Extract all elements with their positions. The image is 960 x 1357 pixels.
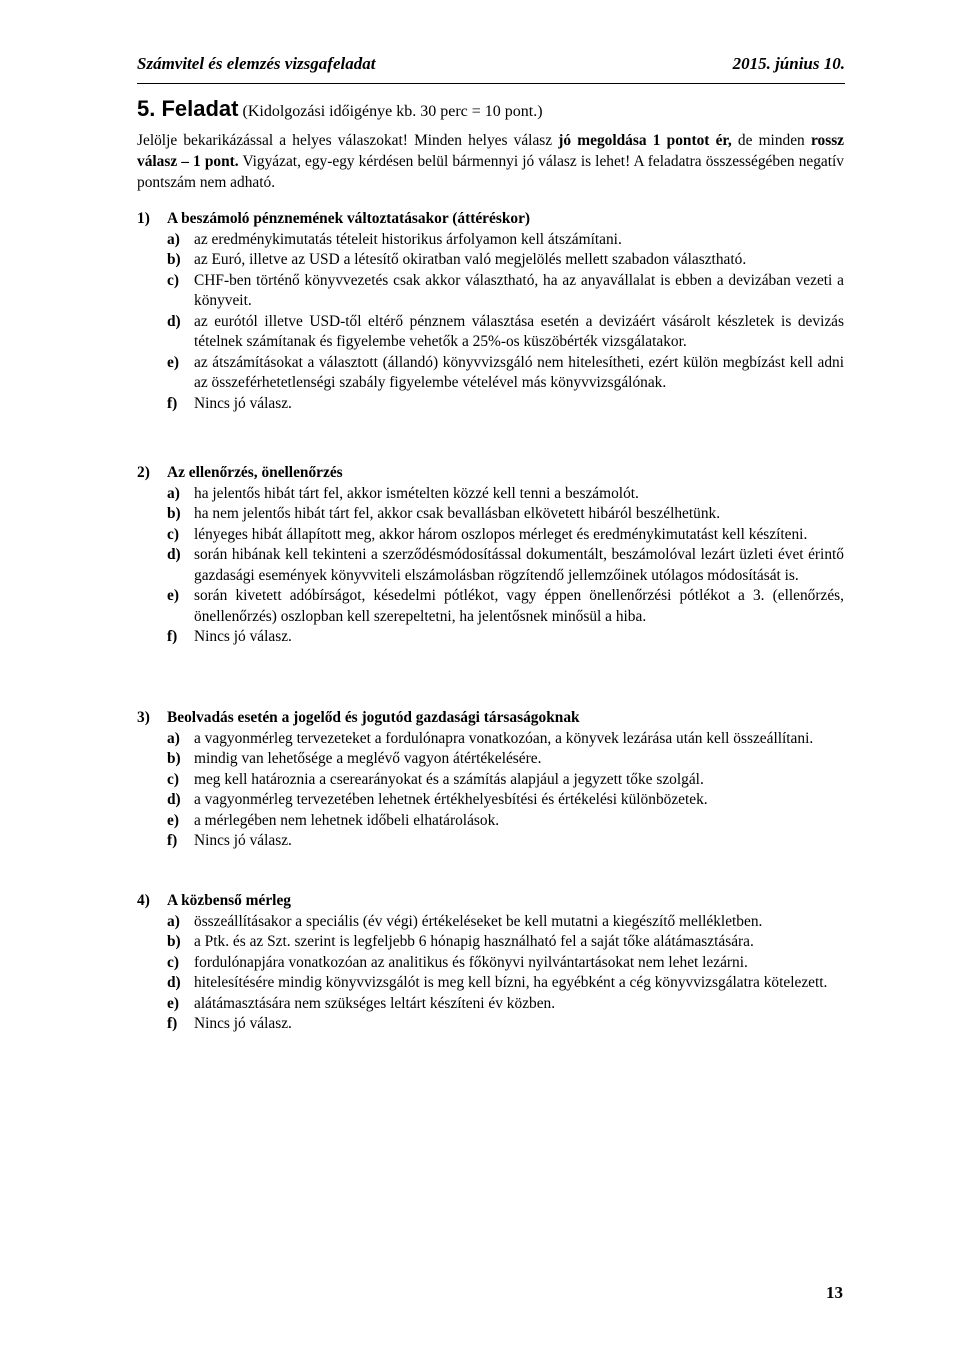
instructions-bold-1: jó megoldása 1 pontot ér,: [558, 132, 732, 149]
answer-option[interactable]: f) Nincs jó válasz.: [167, 1015, 292, 1032]
instructions: [137, 130, 844, 193]
answer-option[interactable]: a) ha jelentős hibát tárt fel, akkor ismételten közzé kell tenni a beszámolót.: [167, 484, 639, 502]
answer-option[interactable]: c) lényeges hibát állapított meg, akkor három oszlopos mérleget és eredménykimutatást kell készíteni.: [167, 525, 808, 543]
question-3: [137, 708, 844, 852]
question-1: [137, 209, 844, 414]
answer-option[interactable]: d) az eurótól illetve USD-től eltérő pénznem választása esetén a devizáért vásárolt készletek is devizás tételnek számítanak és figyelembe vehetők a 25%-os küszöbérték vizsgálatakor.: [167, 312, 844, 350]
question-title: 1) A beszámoló pénznemének változtatásakor (áttéréskor): [137, 210, 531, 227]
question-title: 3) Beolvadás esetén a jogelőd és jogutód gazdasági társaságoknak: [137, 709, 580, 726]
header-date: 2015. június 10.: [732, 54, 845, 73]
answer-option[interactable]: c) meg kell határoznia a cserearányokat és a számítás alapjául a jegyzett tőke szolgál.: [167, 770, 704, 788]
question-title: 2) Az ellenőrzés, önellenőrzés: [137, 464, 343, 481]
answer-option[interactable]: f) Nincs jó válasz.: [167, 394, 292, 412]
answer-option[interactable]: a) az eredménykimutatás tételeit historikus árfolyamon kell átszámítani.: [167, 230, 622, 248]
answer-option[interactable]: a) a vagyonmérleg tervezeteket a fordulónapra vonatkozóan, a könyvek lezárása után kell összeállítani.: [167, 729, 814, 747]
header-divider: [137, 83, 845, 84]
page-header: [137, 54, 845, 82]
page-number: 13: [826, 1283, 843, 1302]
answer-option[interactable]: d) során hibának kell tekinteni a szerződésmódosítással dokumentált, beszámolóval lezárt üzleti évet érintő gazdasági események könyvviteli elszámolásban rögzítendő jellemzőinek utólagos módosítását is.: [167, 546, 844, 584]
instructions-text-3: Vigyázat, egy-egy kérdésen belül bármennyi jó válasz is lehet! A feladatra összességében negatív pontszám nem adható.: [137, 153, 845, 191]
task-title-note: (Kidolgozási időigénye kb. 30 perc = 10 pont.): [238, 103, 543, 120]
instructions-text-2: de minden: [731, 132, 811, 149]
answer-option[interactable]: d) a vagyonmérleg tervezetében lehetnek értékhelyesbítési és értékelési különbözetek.: [167, 791, 708, 808]
answer-option[interactable]: e) során kivetett adóbírságot, késedelmi pótlékot, vagy éppen önellenőrzési pótlékot a 3. (ellenőrzés, önellenőrzés) oszlopban kell szerepeltetni, ha jelentősnek minősül a hiba.: [167, 587, 844, 625]
instructions-bold-2: rossz válasz – 1 pont.: [137, 132, 845, 170]
task-title: [137, 96, 543, 122]
answer-option[interactable]: b) mindig van lehetősége a meglévő vagyon átértékelésére.: [167, 750, 542, 767]
question-title: 4) A közbenső mérleg: [137, 892, 291, 909]
answer-option[interactable]: b) a Ptk. és az Szt. szerint is legfeljebb 6 hónapig használható fel a saját tőke alátámasztására.: [167, 933, 754, 950]
instructions-text-1: Jelölje bekarikázással a helyes válaszokat! Minden helyes válasz: [137, 132, 559, 149]
answer-option[interactable]: c) CHF-ben történő könyvvezetés csak akkor választható, ha az anyavállalat is ebben a devizában vezeti a könyveit.: [167, 271, 844, 309]
answer-option[interactable]: f) Nincs jó válasz.: [167, 832, 292, 849]
header-title: Számvitel és elemzés vizsgafeladat: [137, 54, 376, 73]
task-title-main: 5. Feladat: [137, 96, 239, 121]
answer-option[interactable]: b) ha nem jelentős hibát tárt fel, akkor csak bevallásban elkövetett hibáról beszélhetünk.: [167, 505, 721, 522]
answer-option[interactable]: a) összeállításakor a speciális (év végi) értékeléseket be kell mutatni a kiegészítő mellékletben.: [167, 912, 763, 930]
answer-option[interactable]: e) az átszámításokat a választott (állandó) könyvvizsgáló nem hitelesítheti, ezért külön megbízást kell adni az összeférhetetlenségi szabály figyelembe vételével más könyvvizsgálónak.: [167, 353, 844, 391]
answer-option[interactable]: d) hitelesítésére mindig könyvvizsgálót is meg kell bízni, ha egyébként a cég könyvvizsgálatra kötelezett.: [167, 974, 828, 991]
answer-option[interactable]: e) a mérlegében nem lehetnek időbeli elhatárolások.: [167, 811, 500, 829]
answer-option[interactable]: e) alátámasztására nem szükséges leltárt készíteni év közben.: [167, 994, 556, 1012]
answer-option[interactable]: f) Nincs jó válasz.: [167, 628, 292, 645]
question-2: [137, 463, 844, 648]
question-4: [137, 891, 844, 1035]
answer-option[interactable]: b) az Euró, illetve az USD a létesítő okiratban való megjelölés mellett szabadon választható.: [167, 251, 747, 268]
answer-option[interactable]: c) fordulónapjára vonatkozóan az analitikus és főkönyvi nyilvántartásokat nem lehet lezárni.: [167, 953, 748, 971]
